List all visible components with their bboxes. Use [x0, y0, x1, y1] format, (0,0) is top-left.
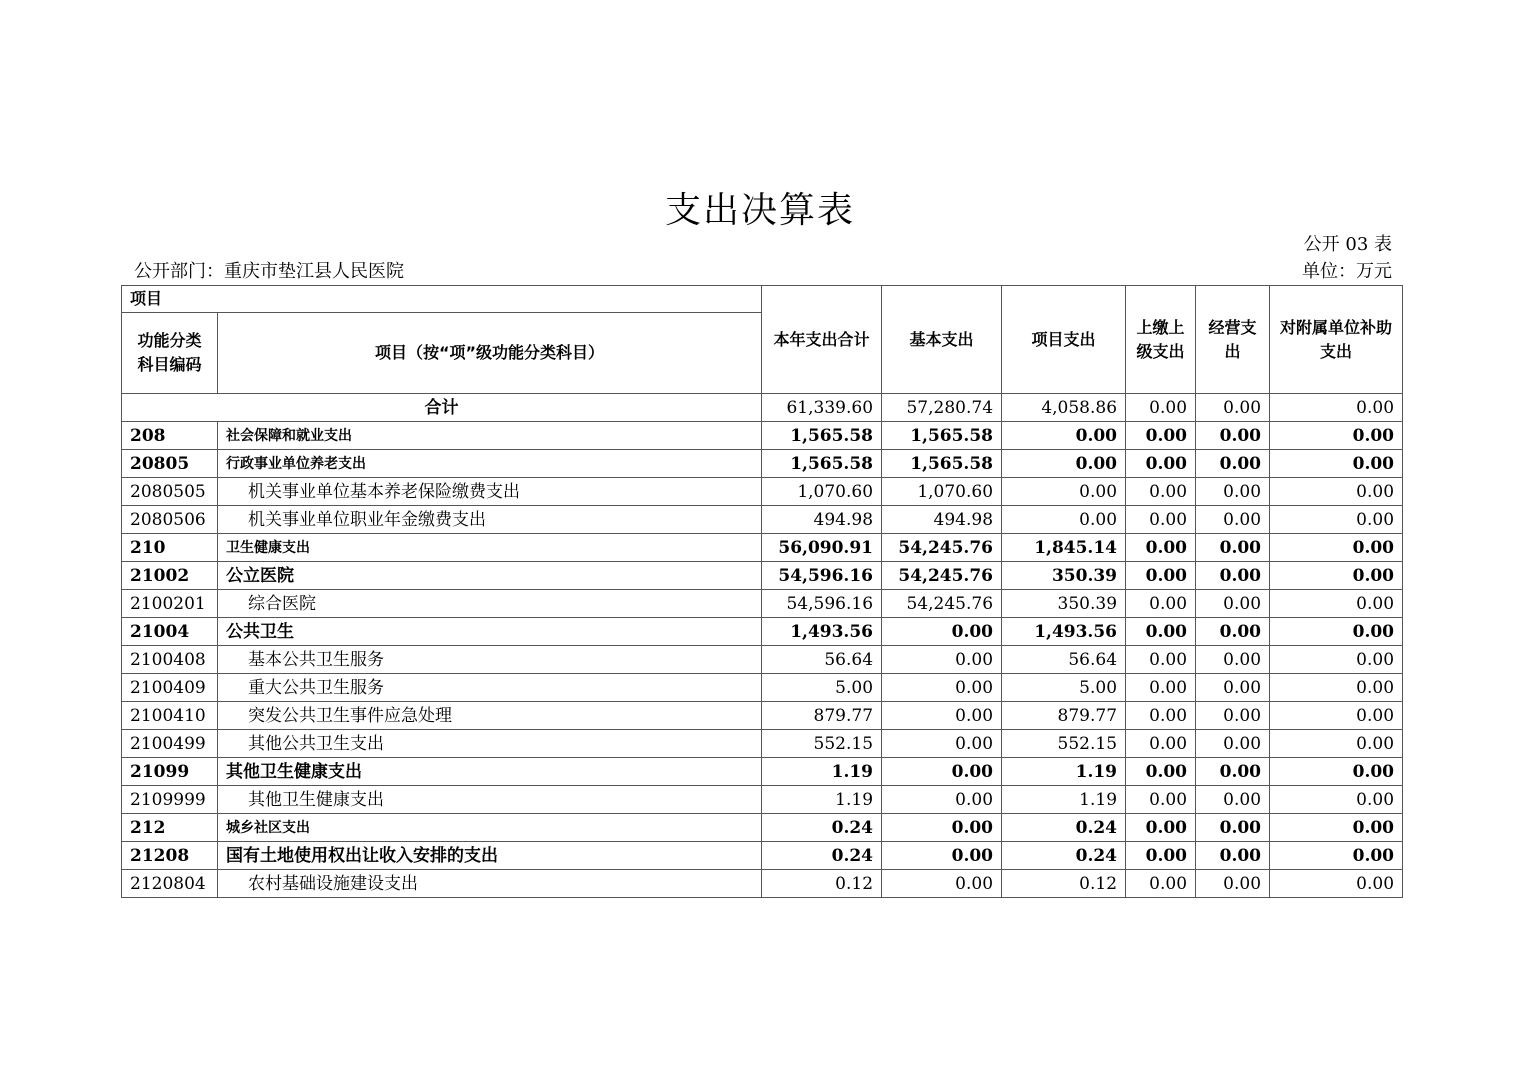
- basic-cell: 57,280.74: [882, 394, 1002, 422]
- project-cell: 0.24: [1002, 842, 1126, 870]
- project-cell: 0.00: [1002, 422, 1126, 450]
- name-cell: 公立医院: [218, 562, 762, 590]
- business-cell: 0.00: [1196, 422, 1270, 450]
- upper-cell: 0.00: [1126, 534, 1196, 562]
- total-cell: 1.19: [762, 758, 882, 786]
- project-cell: 4,058.86: [1002, 394, 1126, 422]
- business-cell: 0.00: [1196, 590, 1270, 618]
- name-cell: 城乡社区支出: [218, 814, 762, 842]
- upper-cell: 0.00: [1126, 450, 1196, 478]
- business-cell: 0.00: [1196, 842, 1270, 870]
- code-cell: 2080506: [122, 506, 218, 534]
- total-cell: 0.24: [762, 842, 882, 870]
- header-basic: 基本支出: [882, 286, 1002, 394]
- project-cell: 1,493.56: [1002, 618, 1126, 646]
- basic-cell: 1,070.60: [882, 478, 1002, 506]
- upper-cell: 0.00: [1126, 590, 1196, 618]
- subsidy-cell: 0.00: [1270, 562, 1403, 590]
- total-cell: 1.19: [762, 786, 882, 814]
- basic-cell: 0.00: [882, 870, 1002, 898]
- table-row: [122, 618, 1403, 646]
- basic-cell: 54,245.76: [882, 590, 1002, 618]
- upper-cell: 0.00: [1126, 478, 1196, 506]
- subsidy-cell: 0.00: [1270, 730, 1403, 758]
- total-cell: 54,596.16: [762, 562, 882, 590]
- upper-cell: 0.00: [1126, 618, 1196, 646]
- upper-cell: 0.00: [1126, 422, 1196, 450]
- table-row: [122, 646, 1403, 674]
- total-cell: 5.00: [762, 674, 882, 702]
- total-cell: 61,339.60: [762, 394, 882, 422]
- business-cell: 0.00: [1196, 758, 1270, 786]
- total-cell: 1,565.58: [762, 422, 882, 450]
- code-cell: 21002: [122, 562, 218, 590]
- upper-cell: 0.00: [1126, 814, 1196, 842]
- total-cell: 1,565.58: [762, 450, 882, 478]
- upper-cell: 0.00: [1126, 730, 1196, 758]
- subsidy-cell: 0.00: [1270, 618, 1403, 646]
- subsidy-cell: 0.00: [1270, 506, 1403, 534]
- total-row: [122, 394, 1403, 422]
- upper-cell: 0.00: [1126, 702, 1196, 730]
- name-cell: 机关事业单位基本养老保险缴费支出: [218, 478, 762, 506]
- basic-cell: 54,245.76: [882, 534, 1002, 562]
- upper-cell: 0.00: [1126, 646, 1196, 674]
- business-cell: 0.00: [1196, 702, 1270, 730]
- basic-cell: 0.00: [882, 618, 1002, 646]
- upper-cell: 0.00: [1126, 786, 1196, 814]
- subsidy-cell: 0.00: [1270, 450, 1403, 478]
- header-total: 本年支出合计: [762, 286, 882, 394]
- table-row: [122, 590, 1403, 618]
- business-cell: 0.00: [1196, 506, 1270, 534]
- basic-cell: 1,565.58: [882, 422, 1002, 450]
- business-cell: 0.00: [1196, 674, 1270, 702]
- name-cell: 卫生健康支出: [218, 534, 762, 562]
- business-cell: 0.00: [1196, 618, 1270, 646]
- business-cell: 0.00: [1196, 814, 1270, 842]
- header-business: 经营支出: [1196, 286, 1270, 394]
- name-cell: 行政事业单位养老支出: [218, 450, 762, 478]
- business-cell: 0.00: [1196, 450, 1270, 478]
- table-row: [122, 478, 1403, 506]
- table-row: [122, 674, 1403, 702]
- basic-cell: 494.98: [882, 506, 1002, 534]
- subsidy-cell: 0.00: [1270, 646, 1403, 674]
- code-cell: 2100409: [122, 674, 218, 702]
- name-cell: 其他卫生健康支出: [218, 758, 762, 786]
- project-cell: 56.64: [1002, 646, 1126, 674]
- project-cell: 1.19: [1002, 786, 1126, 814]
- code-cell: 2100410: [122, 702, 218, 730]
- name-cell: 其他公共卫生支出: [218, 730, 762, 758]
- basic-cell: 0.00: [882, 730, 1002, 758]
- basic-cell: 0.00: [882, 674, 1002, 702]
- table-row: [122, 842, 1403, 870]
- subsidy-cell: 0.00: [1270, 534, 1403, 562]
- code-cell: 2080505: [122, 478, 218, 506]
- unit-label: 单位：万元: [1302, 261, 1392, 282]
- table-row: [122, 562, 1403, 590]
- total-cell: 0.12: [762, 870, 882, 898]
- code-cell: 208: [122, 422, 218, 450]
- header-project: 项目: [122, 286, 762, 313]
- code-cell: 2120804: [122, 870, 218, 898]
- total-cell: 494.98: [762, 506, 882, 534]
- table-row: [122, 506, 1403, 534]
- subsidy-cell: 0.00: [1270, 478, 1403, 506]
- header-project-expenditure: 项目支出: [1002, 286, 1126, 394]
- code-cell: 21004: [122, 618, 218, 646]
- project-cell: 1.19: [1002, 758, 1126, 786]
- code-cell: 20805: [122, 450, 218, 478]
- code-cell: 2100201: [122, 590, 218, 618]
- basic-cell: 1,565.58: [882, 450, 1002, 478]
- table-row: [122, 730, 1403, 758]
- expenditure-table: [121, 285, 1403, 898]
- total-cell: 0.24: [762, 814, 882, 842]
- page-title: 支出决算表: [664, 190, 855, 231]
- project-cell: 0.12: [1002, 870, 1126, 898]
- subsidy-cell: 0.00: [1270, 870, 1403, 898]
- project-cell: 0.00: [1002, 450, 1126, 478]
- name-cell: 重大公共卫生服务: [218, 674, 762, 702]
- total-cell: 552.15: [762, 730, 882, 758]
- project-cell: 1,845.14: [1002, 534, 1126, 562]
- code-cell: 2109999: [122, 786, 218, 814]
- upper-cell: 0.00: [1126, 842, 1196, 870]
- total-cell: 1,493.56: [762, 618, 882, 646]
- project-cell: 552.15: [1002, 730, 1126, 758]
- subsidy-cell: 0.00: [1270, 814, 1403, 842]
- table-row: [122, 786, 1403, 814]
- total-cell: 879.77: [762, 702, 882, 730]
- subsidy-cell: 0.00: [1270, 758, 1403, 786]
- upper-cell: 0.00: [1126, 562, 1196, 590]
- name-cell: 机关事业单位职业年金缴费支出: [218, 506, 762, 534]
- total-cell: 1,070.60: [762, 478, 882, 506]
- name-cell: 突发公共卫生事件应急处理: [218, 702, 762, 730]
- upper-cell: 0.00: [1126, 506, 1196, 534]
- business-cell: 0.00: [1196, 646, 1270, 674]
- header-subsidy: 对附属单位补助支出: [1270, 286, 1403, 394]
- basic-cell: 0.00: [882, 842, 1002, 870]
- subsidy-cell: 0.00: [1270, 590, 1403, 618]
- business-cell: 0.00: [1196, 562, 1270, 590]
- subsidy-cell: 0.00: [1270, 786, 1403, 814]
- table-row: [122, 758, 1403, 786]
- upper-cell: 0.00: [1126, 394, 1196, 422]
- form-number: 公开 03 表: [1303, 234, 1392, 255]
- subsidy-cell: 0.00: [1270, 674, 1403, 702]
- upper-cell: 0.00: [1126, 758, 1196, 786]
- business-cell: 0.00: [1196, 478, 1270, 506]
- total-cell: 56.64: [762, 646, 882, 674]
- project-cell: 0.00: [1002, 506, 1126, 534]
- header-code: 功能分类科目编码: [122, 313, 218, 394]
- basic-cell: 54,245.76: [882, 562, 1002, 590]
- basic-cell: 0.00: [882, 786, 1002, 814]
- name-cell: 综合医院: [218, 590, 762, 618]
- project-cell: 5.00: [1002, 674, 1126, 702]
- business-cell: 0.00: [1196, 730, 1270, 758]
- table-row: [122, 534, 1403, 562]
- code-cell: 21208: [122, 842, 218, 870]
- upper-cell: 0.00: [1126, 674, 1196, 702]
- project-cell: 879.77: [1002, 702, 1126, 730]
- project-cell: 0.24: [1002, 814, 1126, 842]
- project-cell: 350.39: [1002, 590, 1126, 618]
- table-row: [122, 702, 1403, 730]
- department-label: 公开部门：重庆市垫江县人民医院: [134, 261, 404, 282]
- subsidy-cell: 0.00: [1270, 422, 1403, 450]
- header-upper: 上缴上级支出: [1126, 286, 1196, 394]
- project-cell: 0.00: [1002, 478, 1126, 506]
- code-cell: 210: [122, 534, 218, 562]
- code-cell: 2100499: [122, 730, 218, 758]
- subsidy-cell: 0.00: [1270, 842, 1403, 870]
- business-cell: 0.00: [1196, 870, 1270, 898]
- business-cell: 0.00: [1196, 786, 1270, 814]
- basic-cell: 0.00: [882, 814, 1002, 842]
- table-row: [122, 814, 1403, 842]
- business-cell: 0.00: [1196, 394, 1270, 422]
- table-row: [122, 422, 1403, 450]
- table-row: [122, 450, 1403, 478]
- name-cell: 公共卫生: [218, 618, 762, 646]
- name-cell: 其他卫生健康支出: [218, 786, 762, 814]
- name-cell: 农村基础设施建设支出: [218, 870, 762, 898]
- business-cell: 0.00: [1196, 534, 1270, 562]
- project-cell: 350.39: [1002, 562, 1126, 590]
- subsidy-cell: 0.00: [1270, 702, 1403, 730]
- name-cell: 社会保障和就业支出: [218, 422, 762, 450]
- total-cell: 54,596.16: [762, 590, 882, 618]
- basic-cell: 0.00: [882, 758, 1002, 786]
- total-cell: 56,090.91: [762, 534, 882, 562]
- header-name: 项目（按“项”级功能分类科目）: [218, 313, 762, 394]
- code-cell: 2100408: [122, 646, 218, 674]
- name-cell: 基本公共卫生服务: [218, 646, 762, 674]
- code-cell: 212: [122, 814, 218, 842]
- upper-cell: 0.00: [1126, 870, 1196, 898]
- name-cell: 国有土地使用权出让收入安排的支出: [218, 842, 762, 870]
- total-label: 合计: [122, 394, 762, 422]
- basic-cell: 0.00: [882, 702, 1002, 730]
- subsidy-cell: 0.00: [1270, 394, 1403, 422]
- code-cell: 21099: [122, 758, 218, 786]
- basic-cell: 0.00: [882, 646, 1002, 674]
- table-row: [122, 870, 1403, 898]
